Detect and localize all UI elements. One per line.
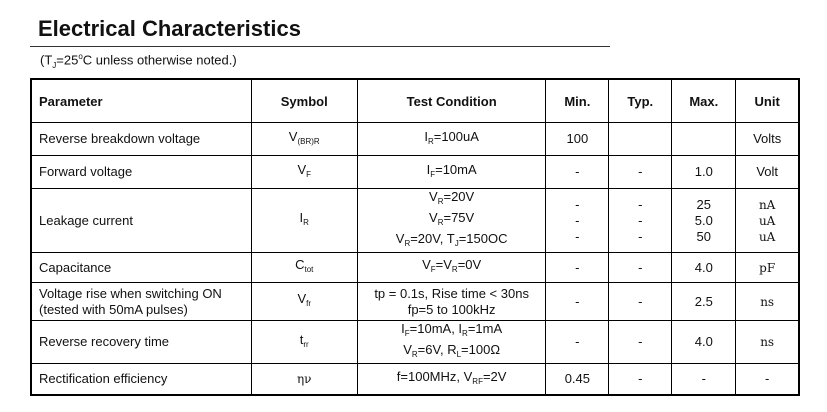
condition-line [362, 286, 541, 302]
title-divider [30, 46, 610, 47]
cell-min-value: - [575, 334, 580, 349]
table-header-row [31, 79, 799, 123]
condition-text: =V [435, 257, 452, 272]
condition-text: V [429, 210, 438, 225]
parameter-text: Rectification efficiency [39, 371, 168, 386]
symbol-subscript: (BR)R [297, 136, 320, 146]
cell-typ-value: - [638, 212, 643, 228]
table-row [31, 253, 799, 283]
condition-text: =75V [443, 210, 475, 225]
cell-parameter [31, 253, 251, 283]
cell-max-value: 4.0 [694, 334, 713, 349]
symbol-base: V [288, 128, 298, 144]
condition-subscript: R [404, 239, 411, 248]
cell-min-value: - [575, 196, 580, 212]
table-row [31, 123, 799, 156]
conditions-note: ($T_J=25^oC$ unless otherwise noted.) [40, 52, 237, 70]
cell-symbol [251, 189, 357, 253]
condition-subscript: R [427, 136, 434, 146]
cell-max [672, 283, 736, 321]
symbol-base: ην [296, 372, 312, 386]
header-typ: Typ. [609, 79, 672, 123]
condition-text: V [429, 189, 438, 204]
cell-test-condition [357, 253, 545, 283]
cell-min [546, 123, 609, 156]
cell-min-value: 0.45 [564, 371, 590, 386]
cell-max-value: 50 [696, 228, 711, 244]
cell-symbol [251, 156, 357, 189]
parameter-text: Voltage rise when switching ON [39, 285, 222, 301]
parameter-text: Reverse recovery time [39, 334, 170, 349]
condition-text: tp = 0.1s, Rise time < 30ns [374, 285, 529, 301]
electrical-characteristics-table [30, 78, 800, 396]
condition-subscript: R [437, 197, 444, 206]
cell-symbol [251, 123, 357, 156]
symbol-base: t [299, 331, 304, 347]
condition-text: =10mA, I [409, 321, 463, 336]
cell-test-condition [357, 189, 545, 253]
cell-unit [736, 283, 799, 321]
cell-unit-value: ns [760, 335, 775, 349]
cell-unit [736, 189, 799, 253]
cell-symbol [251, 253, 357, 283]
condition-text: =6V, R [417, 342, 457, 357]
header-unit: Unit [736, 79, 799, 123]
condition-line [362, 210, 541, 231]
condition-line [362, 257, 541, 278]
cell-typ [609, 253, 672, 283]
symbol-subscript: rr [303, 339, 309, 349]
condition-line [362, 342, 541, 363]
condition-text: =1mA [467, 321, 503, 336]
cell-symbol [251, 364, 357, 396]
cell-min-value: - [575, 212, 580, 228]
cell-typ-value: - [638, 259, 643, 275]
cell-max-value [676, 131, 731, 147]
cell-parameter [31, 189, 251, 253]
symbol-subscript: F [306, 169, 312, 179]
section-title: Electrical Characteristics [38, 16, 301, 41]
cell-unit-value: Volts [753, 131, 782, 146]
cell-unit-value: pF [759, 260, 776, 275]
cell-typ [609, 283, 672, 321]
cell-min [546, 321, 609, 364]
cell-max-value: 4.0 [694, 259, 713, 275]
condition-line [362, 231, 541, 252]
parameter-text: Forward voltage [39, 164, 133, 179]
cell-unit-value: nA [758, 197, 776, 212]
cell-parameter [31, 321, 251, 364]
condition-text: f=100MHz, V [396, 368, 473, 384]
cell-min-value: 100 [566, 131, 589, 146]
condition-line [362, 321, 541, 342]
cell-unit [736, 364, 799, 396]
cell-parameter [31, 123, 251, 156]
symbol-base: C [295, 257, 305, 272]
condition-subscript: R [451, 265, 458, 274]
cell-min-value: - [575, 164, 580, 179]
cell-typ-value: - [638, 293, 643, 309]
condition-subscript: J [454, 239, 459, 248]
cell-max-value: 25 [696, 196, 711, 212]
table-row [31, 283, 799, 321]
cell-parameter [31, 156, 251, 189]
condition-subscript: F [430, 169, 436, 179]
condition-subscript: R [462, 329, 468, 338]
condition-subscript: F [430, 265, 436, 274]
cell-max [672, 321, 736, 364]
cell-unit [736, 321, 799, 364]
cell-min-value: - [575, 228, 580, 244]
table-row [31, 189, 799, 253]
cell-max [672, 189, 736, 253]
cell-typ-value: - [638, 196, 643, 212]
condition-text: V [395, 231, 405, 246]
table-row [31, 321, 799, 364]
condition-subscript: R [437, 218, 444, 227]
cell-test-condition [357, 321, 545, 364]
cell-unit-value: ns [760, 294, 775, 309]
cell-max-value: 5.0 [694, 212, 713, 228]
header-symbol: Symbol [251, 79, 357, 123]
cell-max-value: 1.0 [694, 164, 713, 179]
symbol-base: V [297, 291, 307, 306]
cell-max-value: 2.5 [694, 293, 713, 309]
cell-min [546, 283, 609, 321]
condition-subscript: R [411, 350, 418, 359]
condition-text: =150OC [458, 231, 508, 246]
condition-text: I [424, 128, 428, 144]
cell-max [672, 156, 736, 189]
cell-typ [609, 189, 672, 253]
condition-text: =2V [482, 368, 507, 384]
cell-min [546, 189, 609, 253]
symbol-subscript: R [303, 218, 309, 227]
condition-text: =100uA [433, 128, 479, 144]
cell-unit [736, 123, 799, 156]
condition-line [362, 129, 541, 150]
condition-line [362, 162, 541, 183]
cell-min [546, 156, 609, 189]
cell-test-condition [357, 123, 545, 156]
parameter-text: (tested with 50mA pulses) [39, 301, 188, 317]
cell-max [672, 253, 736, 283]
cell-test-condition [357, 364, 545, 396]
cell-unit-value: - [764, 371, 770, 386]
cell-symbol [251, 321, 357, 364]
cell-typ [609, 156, 672, 189]
condition-subscript: L [456, 350, 462, 359]
symbol-base: I [299, 210, 304, 225]
cell-typ-value: - [638, 228, 643, 244]
cell-unit [736, 253, 799, 283]
condition-text: I [401, 321, 405, 336]
condition-text: =20V, T [410, 231, 455, 246]
condition-subscript: RF [472, 376, 483, 386]
condition-text: =20V [443, 189, 475, 204]
parameter-text: Leakage current [39, 212, 133, 228]
cell-test-condition [357, 283, 545, 321]
cell-unit-value: uA [758, 229, 776, 244]
parameter-text: Capacitance [39, 259, 112, 275]
condition-text: =0V [457, 257, 482, 272]
cell-min-value: - [575, 293, 580, 309]
header-parameter: Parameter [31, 79, 251, 123]
cell-parameter [31, 283, 251, 321]
symbol-subscript: tot [304, 265, 314, 274]
cell-test-condition [357, 156, 545, 189]
header-min: Min. [546, 79, 609, 123]
cell-typ-value [613, 131, 667, 147]
condition-line [362, 302, 541, 318]
table-row [31, 364, 799, 396]
cell-min [546, 364, 609, 396]
header-test-condition: Test Condition [357, 79, 545, 123]
cell-max-value: - [701, 371, 706, 386]
cell-unit [736, 156, 799, 189]
symbol-base: V [297, 161, 307, 177]
condition-subscript: F [404, 329, 410, 338]
condition-line [362, 369, 541, 390]
condition-line [362, 189, 541, 210]
cell-typ-value: - [638, 334, 643, 349]
cell-parameter [31, 364, 251, 396]
symbol-subscript: fr [306, 299, 312, 308]
table-row [31, 156, 799, 189]
condition-text: =100Ω [461, 342, 501, 357]
cell-typ-value: - [638, 164, 643, 179]
cell-min [546, 253, 609, 283]
cell-unit-value: Volt [756, 164, 778, 179]
condition-text: fp=5 to 100kHz [407, 301, 496, 317]
condition-text: V [422, 257, 431, 272]
header-max: Max. [672, 79, 736, 123]
parameter-text: Reverse breakdown voltage [39, 131, 201, 146]
cell-symbol [251, 283, 357, 321]
cell-typ [609, 123, 672, 156]
condition-text: V [403, 342, 412, 357]
cell-max [672, 123, 736, 156]
condition-text: I [426, 161, 431, 177]
cell-typ [609, 364, 672, 396]
condition-text: =10mA [435, 161, 477, 177]
cell-typ [609, 321, 672, 364]
cell-min-value: - [575, 259, 580, 275]
cell-max [672, 364, 736, 396]
cell-unit-value: uA [758, 213, 776, 228]
cell-typ-value: - [638, 371, 643, 386]
